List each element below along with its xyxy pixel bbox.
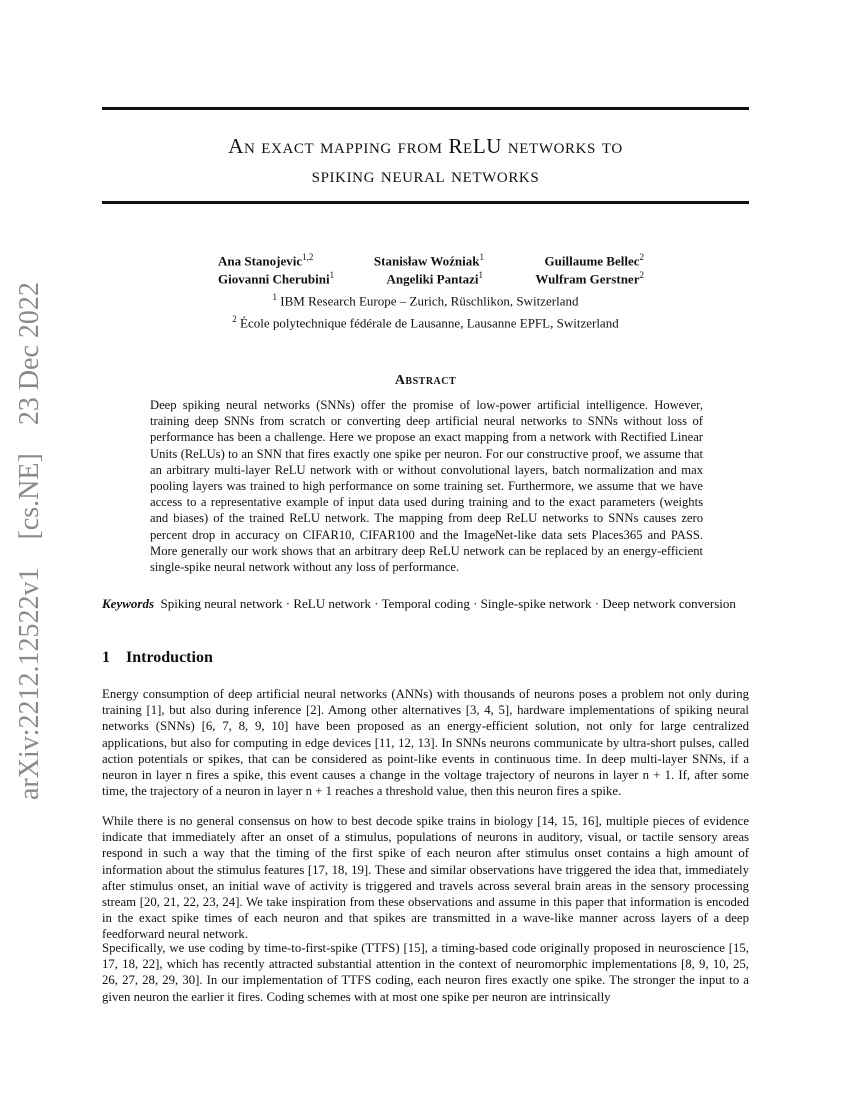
- title-rule-bottom: [102, 201, 749, 204]
- author: Angeliki Pantazi$^1$: [386, 270, 484, 287]
- paper-title: [102, 132, 749, 190]
- abstract-text: Deep spiking neural networks (SNNs) offer the promise of low-power artificial intelligence. However, training deep SNNs from scratch or converting deep artificial neural networks to SNNs without loss of performance has been a challenge. Here we propose an exact mapping from a network with Rectified Linear Units (ReLUs) to an SNN that fires exactly one spike per neuron. For our constructive proof, we assume that an arbitrary multi-layer ReLU network with or without convolutional layers, batch normalization and max pooling layers was trained to high performance on some training set. Furthermore, we assume that we have access to a representative example of input data used during training and to the exact parameters (weights and biases) of the trained ReLU network. The mapping from deep ReLU networks to SNNs causes zero percent drop in accuracy on CIFAR10, CIFAR100 and the ImageNet-like data sets Places365 and PASS. More generally our work shows that an arbitrary deep ReLU network can be replaced by an energy-efficient single-spike neural network without any loss of performance.: [150, 398, 703, 575]
- abstract-heading: Abstract: [394, 373, 457, 388]
- author-row-2: [102, 270, 749, 288]
- body-paragraph: While there is no general consensus on how to best decode spike trains in biology [14, 15, 16], multiple pieces of evidence indicate that immediately after an onset of a stimulus, populations of neurons in auditory, visual, or tactile sensory areas respond in such a way that the timing of the first spike of each neuron after stimulus onset contains a high amount of information about the stimulus features [17, 18, 19]. These and similar observations have triggered the idea that, immediately after stimulus onset, an initial wave of activity is triggered and travels across several brain areas in the sensory processing stream [20, 21, 22, 23, 24]. We take inspiration from these observations and assume in this paper that information is encoded in the exact spike times of each neuron and that spikes are transmitted in a wave-like manner across layers of a deep feedforward neural network.: [102, 814, 749, 942]
- keywords-text: Spiking neural network · ReLU network · Temporal coding · Single-spike network · Deep network conversion: [160, 596, 736, 611]
- section-number: 1: [102, 649, 110, 666]
- keywords-label: Keywords: [102, 596, 154, 611]
- arxiv-id: arXiv:2212.12522v1: [14, 567, 45, 800]
- arxiv-side-stamp: [14, 0, 58, 800]
- author: Guillaume Bellec$^2$: [544, 252, 644, 269]
- author: Giovanni Cherubini$^1$: [218, 270, 335, 287]
- title-rule-top: [102, 107, 749, 110]
- author: Wulfram Gerstner$^2$: [535, 270, 644, 287]
- title-line-2: spiking neural networks: [311, 163, 540, 187]
- author-block: [102, 252, 749, 333]
- arxiv-category: [cs.NE]: [14, 453, 45, 540]
- title-line-1: An exact mapping from ReLU networks to: [228, 134, 623, 158]
- affiliation: $^2$ École polytechnique fédérale de Lausanne, Lausanne EPFL, Switzerland: [232, 314, 619, 331]
- arxiv-date: 23 Dec 2022: [14, 282, 45, 426]
- section-heading: [102, 649, 213, 667]
- keywords: [102, 596, 749, 612]
- section-title: Introduction: [126, 649, 213, 666]
- body-paragraph: Specifically, we use coding by time-to-first-spike (TTFS) [15], a timing-based code originally proposed in neuroscience [15, 17, 18, 22], which has recently attracted substantial attention in the context of neuromorphic implementations [8, 9, 10, 25, 26, 27, 28, 29, 30]. In our implementation of TTFS coding, each neuron fires exactly one spike. The stronger the input to a given neuron the earlier it fires. Coding schemes with at most one spike per neuron are intrinsically: [102, 941, 749, 1004]
- affiliation: $^1$ IBM Research Europe – Zurich, Rüschlikon, Switzerland: [272, 292, 579, 309]
- author: Ana Stanojevic$^{1,2}$: [218, 252, 314, 269]
- body-paragraph: Energy consumption of deep artificial neural networks (ANNs) with thousands of neurons poses a problem not only during training [1], but also during inference [2]. Among other alternatives [3, 4, 5], hardware implementations of spiking neural networks (SNNs) [6, 7, 8, 9, 10] have been proposed as an energy-efficient solution, not only for large centralized applications, but also for computing in edge devices [11, 12, 13]. In SNNs neurons communicate by ultra-short pulses, called action potentials or spikes, that can be considered as point-like events in continuous time. In deep multi-layer SNNs, if a neuron in layer n fires a spike, this event causes a change in the voltage trajectory of neurons in layer n + 1. If, after some time, the trajectory of a neuron in layer n + 1 reaches a threshold value, then this neuron fires a spike.: [102, 687, 749, 799]
- author-row-1: [102, 252, 749, 270]
- author: Stanisław Woźniak$^1$: [373, 252, 485, 269]
